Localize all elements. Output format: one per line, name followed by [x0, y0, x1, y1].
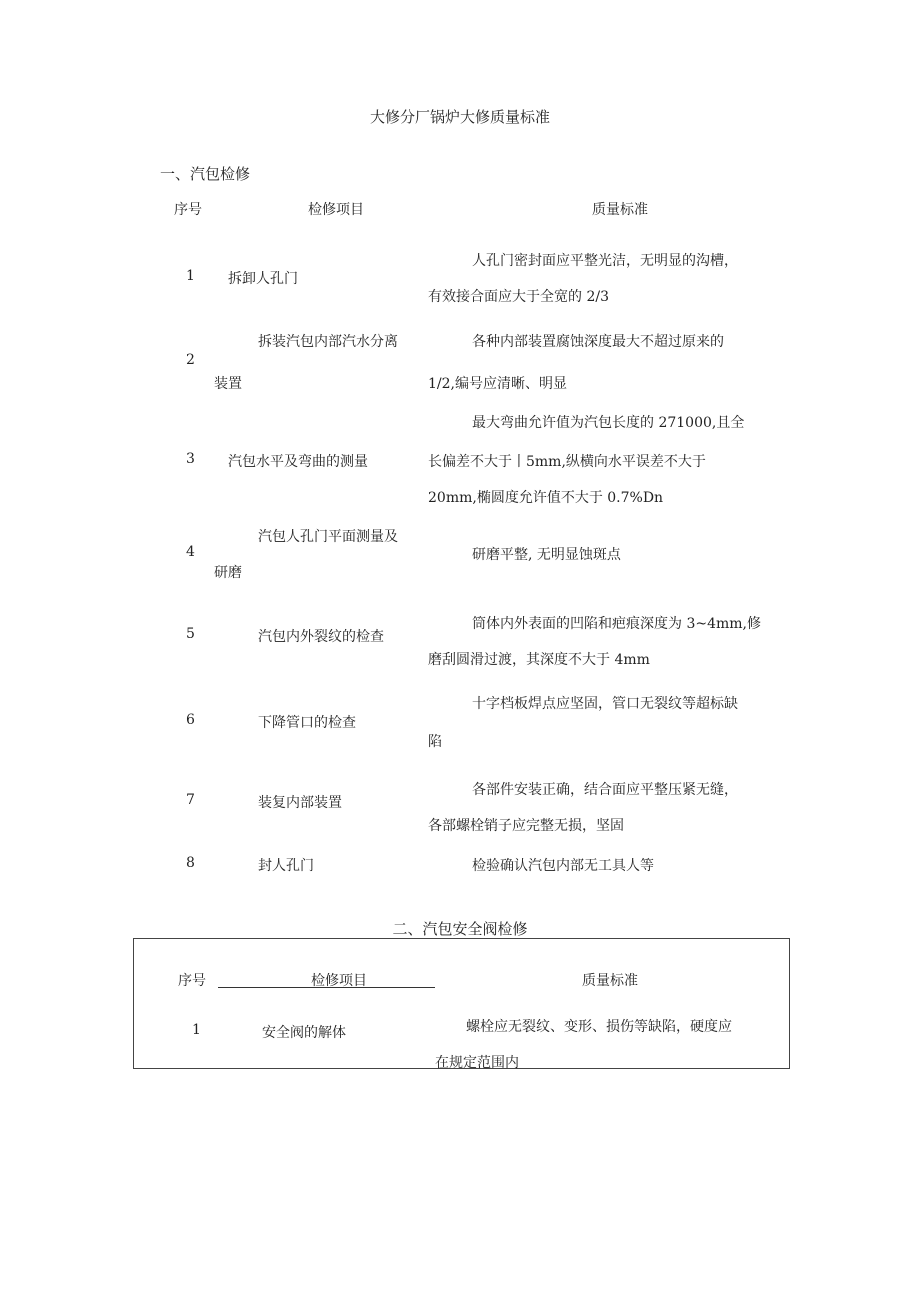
row-item: 汽包水平及弯曲的测量 — [228, 454, 368, 470]
row-standard: 检验确认汽包内部无工具人等 — [472, 858, 654, 874]
row-standard: 各部件安装正确，结合面应平整压紧无缝， — [472, 782, 738, 798]
header-no: 序号 — [178, 973, 206, 989]
row-item: 拆装汽包内部汽水分离 — [258, 334, 398, 350]
row-item: 安全阀的解体 — [262, 1025, 346, 1041]
row-item: 装复内部装置 — [258, 795, 342, 811]
row-standard: 长偏差不大于丨5mm,纵横向水平误差不大于 — [428, 454, 706, 470]
row-item: 下降管口的检查 — [258, 715, 356, 731]
row-no: 2 — [186, 352, 195, 368]
row-item: 拆卸人孔门 — [228, 271, 298, 287]
row-standard: 人孔门密封面应平整光洁，无明显的沟槽， — [472, 253, 738, 269]
row-standard: 十字档板焊点应坚固，管口无裂纹等超标缺 — [472, 696, 738, 712]
row-standard: 磨刮圆滑过渡，其深度不大于 4mm — [428, 652, 650, 668]
row-standard: 筒体内外表面的凹陷和疤痕深度为 3~4mm,修 — [472, 616, 761, 632]
row-standard: 在规定范围内 — [435, 1055, 519, 1071]
row-no: 4 — [186, 544, 195, 560]
page-title: 大修分厂锅炉大修质量标准 — [369, 108, 550, 126]
row-no: 7 — [186, 792, 195, 808]
header-underline — [218, 987, 435, 988]
section1-heading: 一、汽包检修 — [160, 165, 251, 183]
row-item: 装置 — [214, 376, 242, 392]
header-no: 序号 — [174, 202, 202, 218]
row-standard: 有效接合面应大于全宽的 2/3 — [428, 289, 609, 305]
row-standard: 20mm,椭圆度允许值不大于 0.7%Dn — [428, 490, 664, 506]
row-item: 封人孔门 — [258, 858, 314, 874]
row-no: 8 — [186, 855, 195, 871]
header-standard: 质量标准 — [582, 973, 638, 989]
row-item: 汽包人孔门平面测量及 — [258, 529, 398, 545]
row-standard: 最大弯曲允许值为汽包长度的 271000,且全 — [472, 415, 745, 431]
header-standard: 质量标准 — [592, 202, 648, 218]
row-standard: 各部螺栓销子应完整无损，坚固 — [428, 818, 624, 834]
row-standard: 1/2,编号应清晰、明显 — [428, 376, 567, 392]
row-standard: 各种内部装置腐蚀深度最大不超过原来的 — [472, 334, 724, 350]
row-no: 6 — [186, 712, 195, 728]
row-standard: 陷 — [428, 734, 442, 750]
row-standard: 螺栓应无裂纹、变形、损伤等缺陷，硬度应 — [466, 1019, 732, 1035]
row-item: 汽包内外裂纹的检查 — [258, 629, 384, 645]
safety-valve-table — [133, 938, 790, 1069]
row-no: 1 — [186, 268, 195, 284]
row-standard: 研磨平整, 无明显蚀斑点 — [472, 547, 621, 563]
header-item: 检修项目 — [311, 973, 367, 989]
header-item: 检修项目 — [308, 202, 364, 218]
section2-heading: 二、汽包安全阀检修 — [392, 920, 528, 938]
row-no: 1 — [192, 1022, 201, 1038]
row-no: 5 — [186, 626, 195, 642]
row-item: 研磨 — [214, 565, 242, 581]
row-no: 3 — [186, 451, 195, 467]
